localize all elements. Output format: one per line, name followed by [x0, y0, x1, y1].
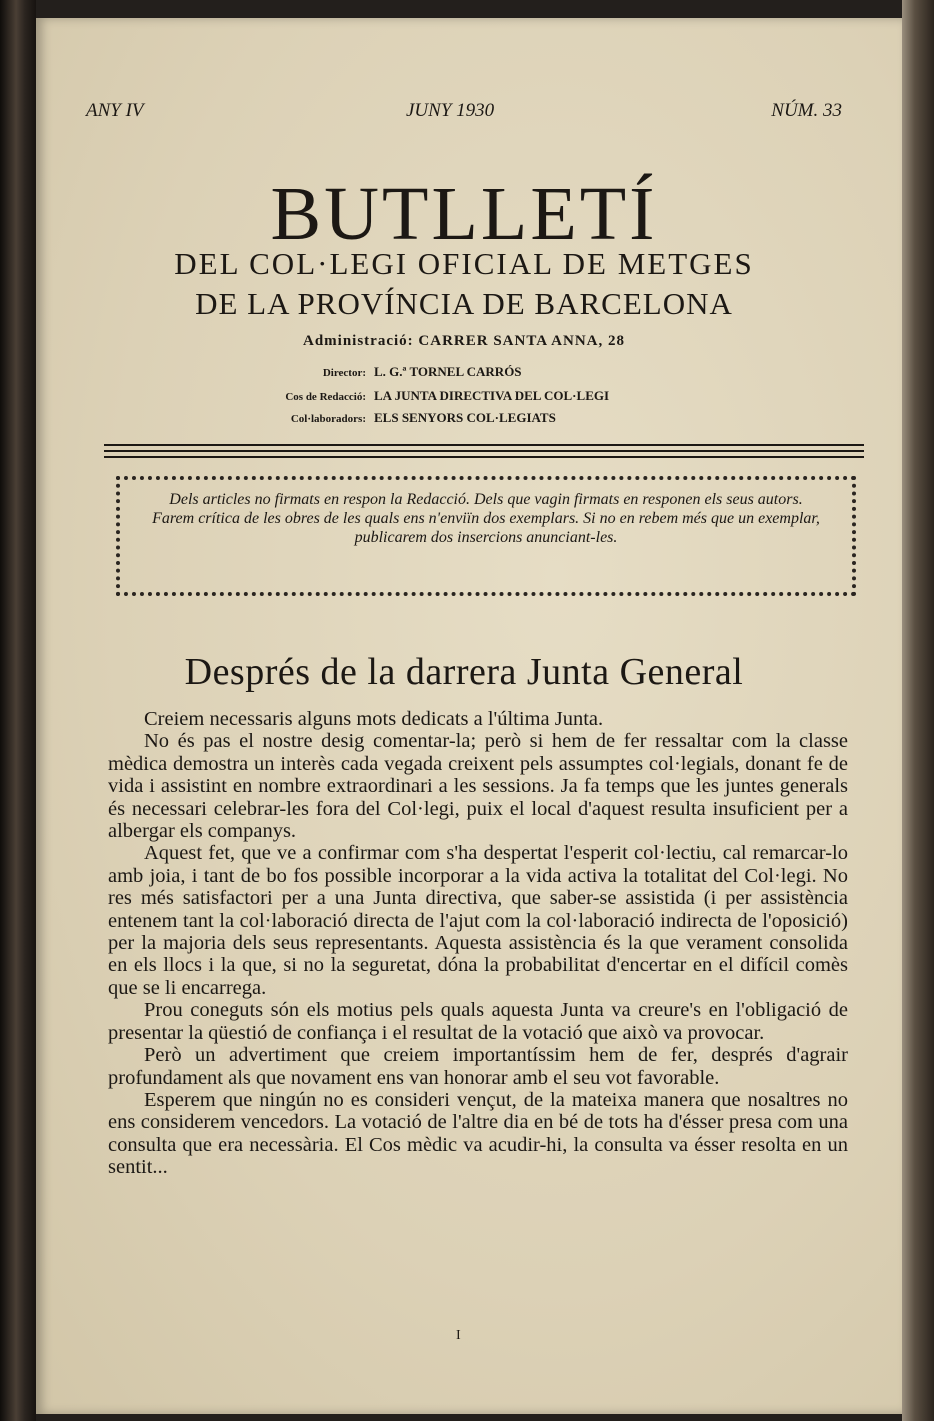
article-paragraph: Esperem que ningún no es consideri vençut, de la mateixa manera que nosaltres no ens considerem vencedors. La votació de l'altre dia en bé de tots ha d'ésser presa com una consulta que era necessària. El Cos mèdic va acudir-hi, la consulta va ésser resolta en un sentit...	[108, 1088, 848, 1179]
issue-date: JUNY 1930	[406, 100, 495, 121]
book-spine	[0, 0, 36, 1421]
masthead-title: BUTLLETÍ	[270, 172, 658, 256]
issue-line	[86, 100, 842, 136]
article-paragraph: Aquest fet, que ve a confirmar com s'ha despertat l'esperit col·lectiu, cal remarcar-lo amb joia, i tant de bo fos possible incorporar a la vida activa la totalitat del Col·legi. No res més satisfactori per a una Junta directiva, que saber-se assistida (i per assistència entenem tant la col·laboració directa de l'ajut com la col·laboració indirecta de l'oposició) per la majoria dels seus representants. Aquesta assistència és la que verament consolida en els llocs i la que, si no la seguretat, dóna la probabilitat d'encertar en el difícil comès que se li encarrega.	[108, 842, 848, 999]
masthead-subtitle-2: DE LA PROVÍNCIA DE BARCELONA	[195, 286, 733, 321]
article-paragraph: Però un advertiment que creiem importantíssim hem de fer, després d'agrair profundament als que novament ens van honorar amb el seu vot favorable.	[108, 1044, 848, 1089]
scanned-page	[36, 18, 902, 1414]
article-body	[108, 708, 848, 1179]
issue-year: ANY IV	[86, 100, 144, 121]
article-paragraph: No és pas el nostre desig comentar-la; però si hem de fer ressaltar com la classe mèdica demostra un interès cada vegada creixent pels assumptes col·legials, donant fe de vida i assistint en nombre extraordinari a les sessions. Ja fa temps que les juntes generals és necessari celebrar-les fora del Col·legi, puix el local d'aquest resulta insuficient per a albergar els companys.	[108, 730, 848, 843]
staff-collaborators	[236, 410, 556, 426]
staff-director	[236, 364, 522, 380]
divider-rule	[104, 444, 864, 446]
page-edge	[902, 0, 934, 1421]
staff-value: LA JUNTA DIRECTIVA DEL COL·LEGI	[374, 388, 610, 403]
notice-line-2: Farem crítica de les obres de les quals ens n'enviïn dos exemplars. Si no en rebem més que un exemplar, publicarem dos insercions anunciant-les.	[152, 510, 820, 546]
article-title: Després de la darrera Junta General	[184, 651, 744, 693]
article-paragraph: Creiem necessaris alguns mots dedicats a l'última Junta.	[144, 708, 604, 730]
staff-value: ELS SENYORS COL·LEGIATS	[374, 410, 556, 425]
staff-value: L. G.ª TORNEL CARRÓS	[374, 364, 522, 379]
page-number: I	[456, 1328, 461, 1343]
staff-editorial	[236, 388, 609, 404]
staff-label: Director:	[322, 367, 366, 379]
divider-rule	[104, 456, 864, 458]
staff-label: Col·laboradors:	[290, 413, 366, 425]
divider-rule	[104, 450, 864, 452]
issue-number: NÚM. 33	[771, 100, 842, 121]
administration-address: Administració: CARRER SANTA ANNA, 28	[303, 333, 625, 349]
notice-line-1: Dels articles no firmats en respon la Redacció. Dels que vagin firmats en responen els seus autors.	[169, 491, 803, 508]
editorial-notice-box	[116, 476, 856, 596]
article-paragraph: Prou coneguts són els motius pels quals aquesta Junta va creure's en l'obligació de presentar la qüestió de confiança i el resultat de la votació que això va provocar.	[108, 999, 848, 1044]
masthead-subtitle-1: DEL COL·LEGI OFICIAL DE METGES	[174, 246, 754, 281]
staff-label: Cos de Redacció:	[285, 391, 366, 403]
